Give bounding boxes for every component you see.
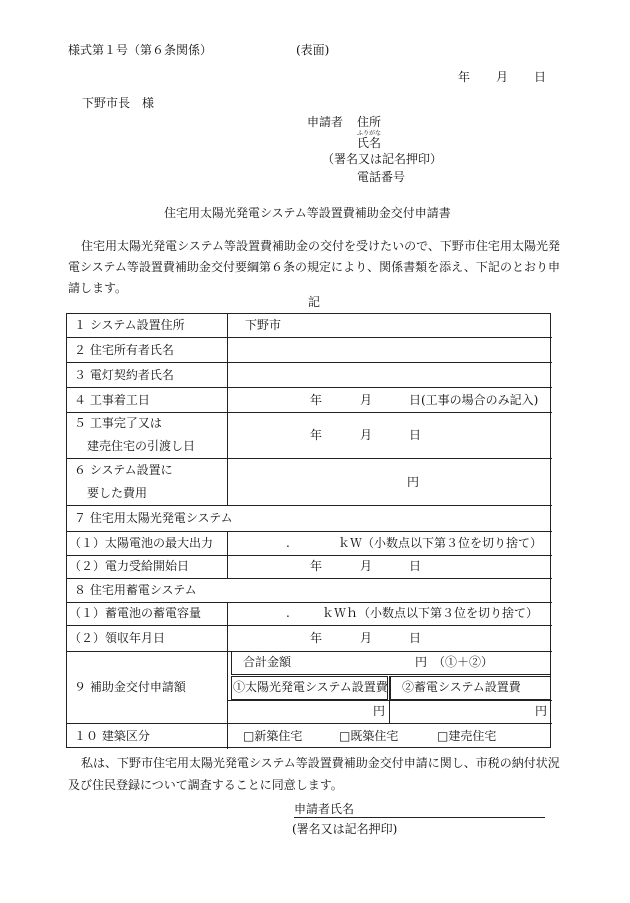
row9-storage-cost-label: ②蓄電システム設置費 (402, 680, 521, 694)
row9-total-label: 合計金額 (243, 655, 292, 669)
row9-solar-yen: 円 (373, 704, 386, 718)
row-install-address-label: １ システム設置住所 (74, 318, 185, 332)
application-table (66, 313, 551, 748)
row4-day-note: 日(工事の場合のみ記入) (409, 393, 539, 407)
row-solar-max-output-label: （１）太陽電池の最大出力 (69, 536, 214, 550)
row7b-month: 月 (360, 559, 373, 573)
row8a-decimal: . (286, 606, 290, 620)
row-solar-section-label: ７ 住宅用太陽光発電システム (74, 511, 233, 525)
row-building-type-label: １０ 建築区分 (74, 729, 150, 743)
row5-year: 年 (310, 428, 323, 442)
row-system-cost-label-1: ６ システム設置に (74, 463, 173, 477)
consent-statement: 私は、下野市住宅用太陽光発電システム等設置費補助金交付申請に関し、市税の納付状況及び住民登録について調査することに同意します。 (68, 756, 560, 792)
applicant-name-label: 氏名 (357, 136, 382, 150)
row-completion-label-1: ５ 工事完了又は (74, 416, 162, 430)
form-side: (表面) (296, 43, 330, 57)
row-system-cost-label-2: 要した費用 (87, 486, 148, 500)
addressee: 下野市長 様 (82, 96, 155, 110)
row7a-decimal: . (286, 536, 290, 550)
signature-line[interactable] (294, 817, 545, 818)
row8b-month: 月 (360, 631, 373, 645)
row-owner-name-label: ２ 住宅所有者氏名 (74, 343, 174, 357)
row5-month: 月 (360, 428, 373, 442)
row4-month: 月 (360, 393, 373, 407)
applicant-phone-label: 電話番号 (357, 170, 406, 184)
date-day-label: 日 (534, 70, 547, 84)
document-title: 住宅用太陽光発電システム等設置費補助金交付申請書 (164, 206, 451, 220)
building-type-readybuilt-checkbox[interactable]: □建売住宅 (437, 729, 497, 743)
row9-storage-yen: 円 (535, 704, 548, 718)
row-receipt-date-label: （２）領収年月日 (69, 631, 166, 645)
building-type-new-checkbox[interactable]: □新築住宅 (243, 729, 303, 743)
date-year-label: 年 (458, 70, 471, 84)
row7b-year: 年 (310, 559, 323, 573)
row-subsidy-amount-label: ９ 補助金交付申請額 (74, 680, 186, 694)
row8b-day: 日 (409, 631, 422, 645)
row-power-start-label: （２）電力受給開始日 (69, 559, 190, 573)
row-storage-section-label: ８ 住宅用蓄電システム (74, 583, 197, 597)
row6-yen: 円 (407, 475, 420, 489)
row8b-year: 年 (310, 631, 323, 645)
row9-solar-cost-label: ①太陽光発電システム設置費 (233, 680, 388, 694)
ki-marker: 記 (308, 295, 321, 309)
row5-day: 日 (409, 428, 422, 442)
applicant-label: 申請者 (307, 115, 344, 129)
row-construction-start-label: ４ 工事着工日 (74, 393, 150, 407)
row-storage-capacity-label: （１）蓄電池の蓄電容量 (69, 606, 202, 620)
applicant-address-label: 住所 (357, 115, 382, 129)
signature-note: (署名又は記名押印) (292, 822, 398, 836)
row7b-day: 日 (409, 559, 422, 573)
signature-label: 申請者氏名 (294, 802, 355, 816)
row-contract-holder-label: ３ 電灯契約者氏名 (74, 368, 174, 382)
building-type-existing-checkbox[interactable]: □既築住宅 (339, 729, 399, 743)
row8a-unit: ｋＷｈ（小数点以下第３位を切り捨て） (322, 606, 539, 620)
row7a-unit: ｋＷ（小数点以下第３位を切り捨て） (338, 536, 543, 550)
applicant-furigana: ふりがな (357, 130, 382, 137)
row9-total-unit: 円 （①＋②） (415, 655, 494, 669)
row-completion-label-2: 建売住宅の引渡し日 (87, 439, 196, 453)
date-month-label: 月 (496, 70, 509, 84)
form-number: 様式第１号（第６条関係） (68, 43, 213, 57)
row-install-address-value[interactable]: 下野市 (245, 318, 282, 332)
application-statement: 住宅用太陽光発電システム等設置費補助金の交付を受けたいので、下野市住宅用太陽光発電システム等設置費補助金交付要綱第６条の規定により、関係書類を添え、下記のとおり申請します。 (68, 239, 560, 295)
applicant-seal-note: （署名又は記名押印） (322, 152, 443, 166)
row4-year: 年 (310, 393, 323, 407)
